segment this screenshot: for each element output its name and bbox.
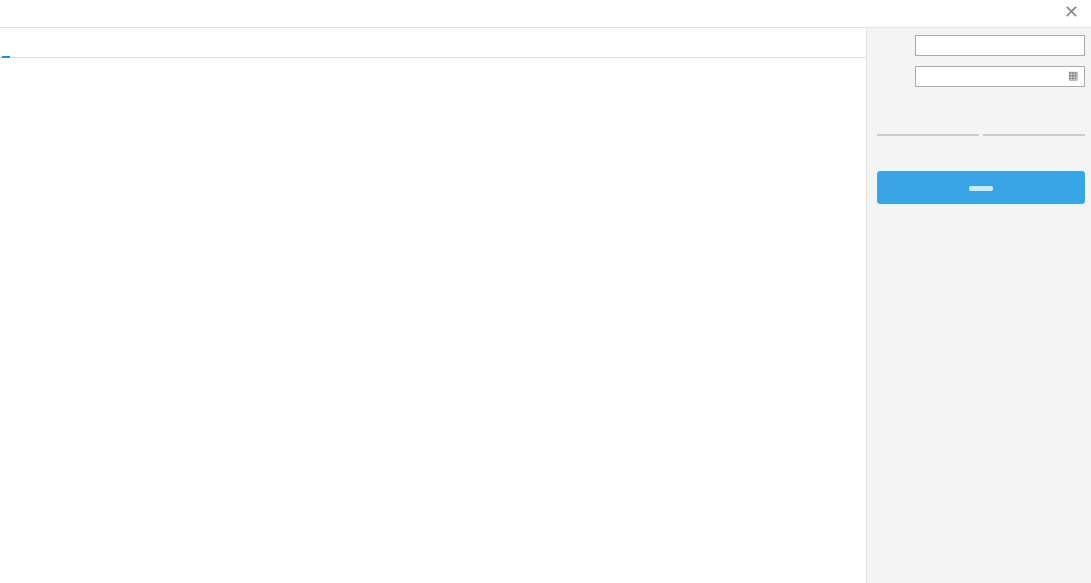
- tab-weather-clock[interactable]: [2, 32, 10, 58]
- next-24h-button[interactable]: [983, 134, 1085, 136]
- side-panel: [866, 28, 1091, 583]
- window-titlebar: [0, 0, 1091, 28]
- close-icon[interactable]: ✕: [1063, 2, 1079, 23]
- time-input[interactable]: [915, 66, 1085, 87]
- prev-24h-button[interactable]: [877, 134, 979, 136]
- query-button-glyph: [969, 186, 993, 191]
- query-button[interactable]: [877, 171, 1085, 204]
- calendar-icon[interactable]: ▦: [1068, 69, 1079, 82]
- tab-element-timeseries[interactable]: [64, 32, 72, 58]
- tab-bar: [0, 32, 866, 58]
- main-panel: [0, 58, 866, 583]
- temp-precip-chart: [0, 58, 866, 498]
- station-input[interactable]: [915, 35, 1085, 56]
